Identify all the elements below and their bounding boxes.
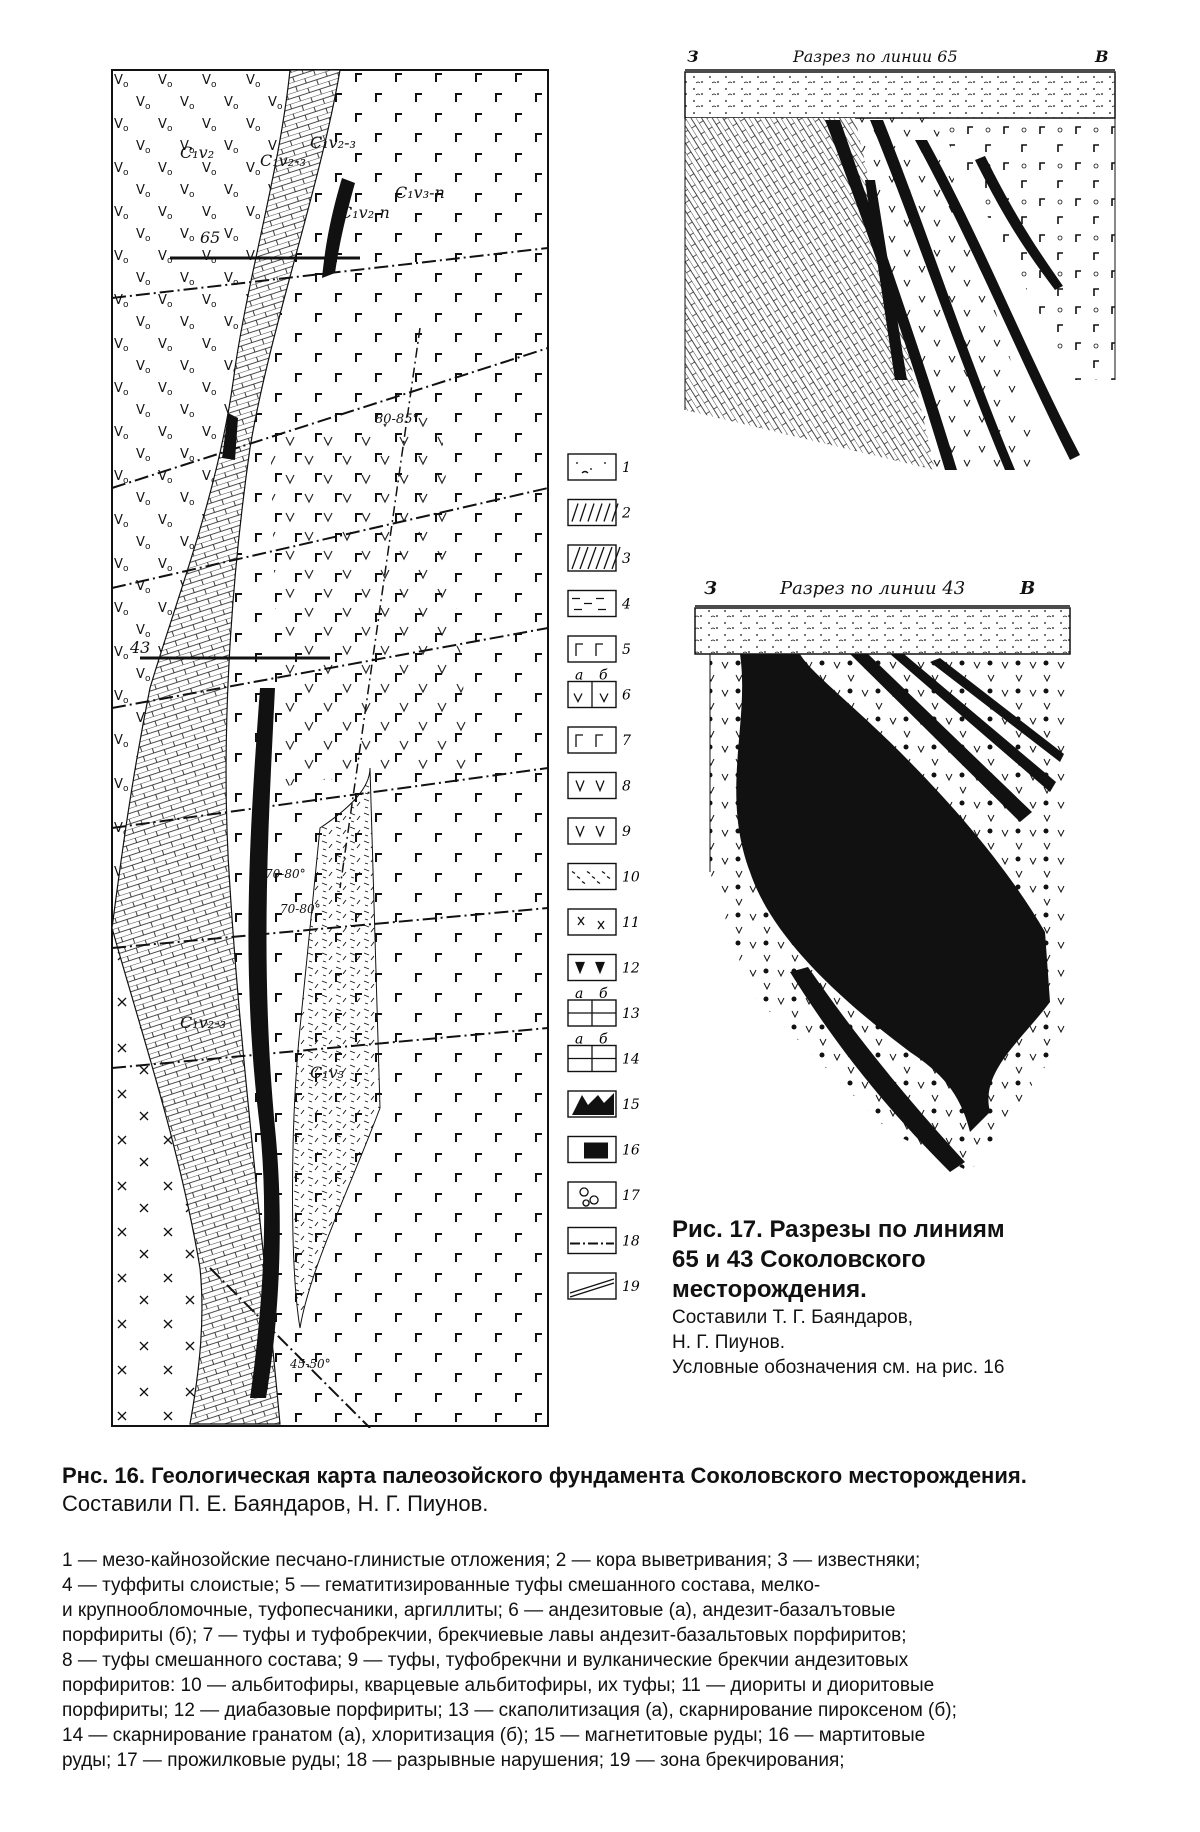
map-unit-label: C₁v₂-₃ xyxy=(310,133,356,152)
legend-line: порфириты; 12 — диабазовые порфириты; 13 — скаполитизация (а), скарнирование пироксеном (б); xyxy=(62,1700,957,1721)
section-title: Разрез по линии 43 xyxy=(780,578,966,599)
legend-swatch-11 xyxy=(568,909,640,935)
legend-line: порфириты (б); 7 — туфы и туфобрекчии, брекчиевые лавы андезит-базальтовых порфиритов; xyxy=(62,1625,907,1646)
dip-label: 70-80° xyxy=(265,867,306,881)
section-west-label: З xyxy=(687,50,699,66)
section-east-label: В xyxy=(1095,50,1109,66)
legend-swatch-19 xyxy=(568,1273,640,1299)
legend-line: 1 — мезо-кайнозойские песчано-глинистые отложения; 2 — кора выветривания; 3 — известняки; xyxy=(62,1550,921,1571)
legend-swatch-3 xyxy=(568,545,631,571)
legend-number: 19 xyxy=(622,1279,640,1295)
legend-number: 14 xyxy=(622,1051,640,1068)
legend-explanation xyxy=(62,1548,1142,1773)
section-line-label: 43 xyxy=(130,638,151,657)
legend-sub-label: а xyxy=(575,986,584,1002)
legend-line: 4 — туффиты слоистые; 5 — гематитизированные туфы смешанного состава, мелко- xyxy=(62,1575,821,1596)
legend-swatch-15 xyxy=(568,1091,640,1117)
legend-swatch-1 xyxy=(568,454,631,480)
caption-line: Н. Г. Пиунов. xyxy=(672,1332,786,1353)
legend-line: 8 — туфы смешанного состава; 9 — туфы, туфобрекчни и вулканические брекчии андезитовых xyxy=(62,1650,909,1671)
legend-number: 7 xyxy=(622,733,631,749)
map-legend xyxy=(566,450,648,1310)
caption-title-line: 65 и 43 Соколовского xyxy=(672,1246,926,1273)
legend-sub-label: б xyxy=(599,986,608,1002)
legend-line: 14 — скарнирование гранатом (а), хлоритизация (б); 15 — магнетитовые руды; 16 — мартитовые xyxy=(62,1725,926,1746)
caption-authors: Составили П. Е. Баяндаров, Н. Г. Пиунов. xyxy=(62,1491,489,1516)
map-unit-label: C₁v₃-п xyxy=(395,183,445,202)
caption-title-line: месторождения. xyxy=(672,1276,867,1303)
legend-swatch-12 xyxy=(568,955,640,981)
section-title: Разрез по линии 65 xyxy=(793,50,958,66)
legend-sub-label: а xyxy=(575,1031,584,1048)
legend-swatch-18 xyxy=(568,1228,640,1254)
legend-number: 13 xyxy=(622,1006,640,1022)
geological-map xyxy=(110,68,550,1428)
legend-sub-label: б xyxy=(599,1031,608,1048)
legend-number: 6 xyxy=(622,687,631,704)
section-65 xyxy=(675,50,1135,510)
map-unit-label: C₁v₂ xyxy=(180,143,215,162)
legend-number: 4 xyxy=(622,596,631,613)
legend-swatch-2 xyxy=(568,500,631,526)
map-unit-label: C₁v₂-п xyxy=(340,203,390,222)
legend-number: 17 xyxy=(622,1188,640,1204)
map-unit-label: C₁v₂-₃ xyxy=(260,151,306,170)
caption-title: Рнс. 16. Геологическая карта палеозойского фундамента Соколовского месторождения. xyxy=(62,1463,1027,1488)
fig17-caption xyxy=(672,1215,1142,1380)
section-43 xyxy=(690,572,1090,1192)
legend-number: 16 xyxy=(622,1142,640,1159)
legend-sub-label: а xyxy=(575,667,584,684)
legend-swatch-9 xyxy=(568,818,631,844)
legend-number: 1 xyxy=(622,460,631,476)
legend-number: 2 xyxy=(622,505,631,522)
legend-swatch-10 xyxy=(568,864,640,890)
legend-swatch-5 xyxy=(568,636,631,662)
legend-swatch-13 xyxy=(568,986,640,1026)
legend-number: 11 xyxy=(622,915,640,931)
map-unit-label: C₁v₃ xyxy=(310,1063,345,1082)
dip-label: 70-80° xyxy=(280,902,321,916)
dip-label: 80-85° xyxy=(375,412,419,427)
legend-swatch-8 xyxy=(568,773,631,799)
section-line-label: 65 xyxy=(200,228,221,247)
caption-title-line: Рис. 17. Разрезы по линиям xyxy=(672,1216,1005,1243)
legend-swatch-6 xyxy=(568,668,631,708)
fig16-caption xyxy=(62,1462,1142,1518)
caption-line: Условные обозначения см. на рис. 16 xyxy=(672,1357,1005,1378)
legend-line: порфиритов: 10 — альбитофиры, кварцевые альбитофиры, их туфы; 11 — диориты и диоритовые xyxy=(62,1675,935,1696)
legend-number: 18 xyxy=(622,1233,640,1250)
legend-line: и крупнообломочные, туфопесчаники, аргиллиты; 6 — андезитовые (а), андезит-базалътовые xyxy=(62,1600,896,1621)
legend-sub-label: б xyxy=(599,667,608,684)
legend-line: руды; 17 — прожилковые руды; 18 — разрывные нарушения; 19 — зона брекчирования; xyxy=(62,1750,845,1771)
legend-number: 10 xyxy=(622,869,640,886)
legend-swatch-7 xyxy=(568,727,631,753)
section-east-label: В xyxy=(1020,578,1036,599)
legend-swatch-17 xyxy=(568,1182,640,1208)
legend-number: 12 xyxy=(622,960,640,977)
legend-number: 8 xyxy=(622,778,631,795)
map-unit-label: C₁v₂-₃ xyxy=(180,1013,226,1032)
legend-swatch-14 xyxy=(568,1032,640,1072)
legend-number: 9 xyxy=(622,824,631,840)
legend-number: 5 xyxy=(622,642,631,658)
section-west-label: З xyxy=(704,578,717,599)
legend-number: 15 xyxy=(622,1097,640,1113)
legend-swatch-16 xyxy=(568,1137,640,1163)
dip-label: 45-50° xyxy=(290,1357,331,1371)
caption-line: Составили Т. Г. Баяндаров, xyxy=(672,1307,914,1328)
legend-swatch-4 xyxy=(568,591,631,617)
legend-number: 3 xyxy=(622,551,631,567)
